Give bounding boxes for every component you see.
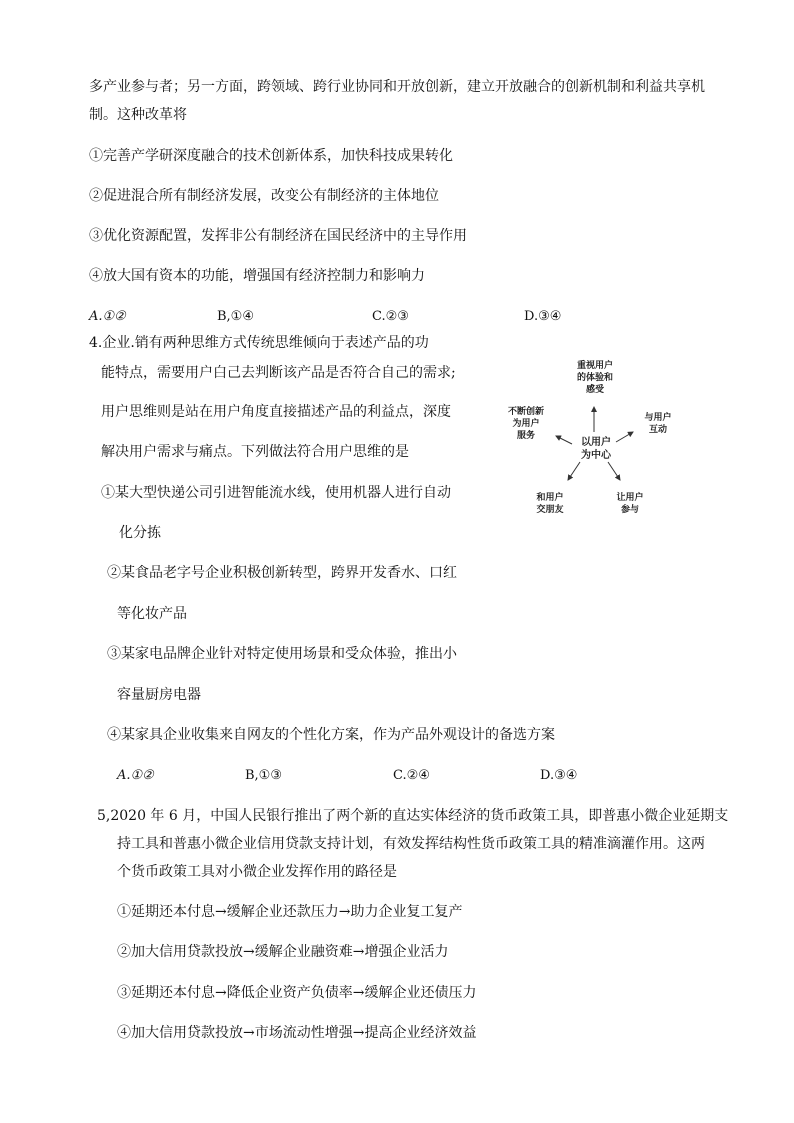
q5-stem-line: 持工具和普惠小微企业信用贷款支持计划，有效发挥结构性货币政策工具的精准滴灌作用。这两 bbox=[117, 836, 705, 852]
diagram-node-top: 重视用户 的体验和 感受 bbox=[576, 361, 613, 395]
q4-item-1: ①某大型快递公司引进智能流水线，使用机器人进行自动 bbox=[101, 485, 451, 501]
diagram-node-bottom-left: 和用户 交朋友 bbox=[536, 493, 564, 515]
q5-item-4: ④加大信用贷款投放→市场流动性增强→提高企业经济效益 bbox=[117, 1025, 477, 1041]
diagram-center-node: 以用户 为中心 bbox=[581, 437, 611, 461]
q4-stem-line: 4.企业.销有两种思维方式传统思维倾向于表述产品的功 bbox=[89, 335, 429, 351]
q5-item-1: ①延期还本付息→缓解企业还款压力→助力企业复工复产 bbox=[117, 904, 463, 920]
q5-item-3: ③延期还本付息→降低企业资产负债率→缓解企业还债压力 bbox=[117, 985, 477, 1001]
q5-item-2: ②加大信用贷款投放→缓解企业融资难→增强企业活力 bbox=[117, 944, 449, 960]
paragraph-line: 制。这种改革将 bbox=[89, 107, 187, 123]
diagram-node-left: 不断创新 为用户 服务 bbox=[507, 407, 544, 441]
q4-item-3-cont: 容量厨房电器 bbox=[117, 687, 201, 703]
diagram-node-right: 与用户 互动 bbox=[644, 413, 672, 435]
q4-item-1-cont: 化分拣 bbox=[119, 525, 161, 541]
q3-option-d[interactable]: D.③④ bbox=[524, 309, 562, 324]
q4-option-a[interactable]: A.①② bbox=[117, 768, 154, 783]
q4-option-b[interactable]: B,①③ bbox=[245, 768, 282, 783]
q3-item-3: ③优化资源配置，发挥非公有制经济在国民经济中的主导作用 bbox=[89, 228, 467, 244]
diagram-node-bottom-right: 让用户 参与 bbox=[616, 493, 644, 515]
q4-item-4: ④某家具企业收集来自网友的个性化方案，作为产品外观设计的备选方案 bbox=[107, 727, 555, 743]
q5-stem-line: 5,2020 年 6 月，中国人民银行推出了两个新的直达实体经济的货币政策工具，即普惠小微企业延期支 bbox=[97, 808, 729, 824]
q3-item-4: ④放大国有资本的功能，增强国有经济控制力和影响力 bbox=[89, 268, 425, 284]
q4-item-2: ②某食品老字号企业积极创新转型，跨界开发香水、口红 bbox=[107, 565, 457, 581]
q3-option-a[interactable]: A.①② bbox=[89, 309, 126, 324]
q3-item-1: ①完善产学研深度融合的技术创新体系，加快科技成果转化 bbox=[89, 148, 453, 164]
q4-stem-line: 解决用户需求与痛点。下列做法符合用户思维的是 bbox=[101, 444, 409, 460]
q3-item-2: ②促进混合所有制经济发展，改变公有制经济的主体地位 bbox=[89, 188, 439, 204]
q5-stem-line: 个货币政策工具对小微企业发挥作用的路径是 bbox=[117, 864, 397, 880]
q4-stem-line: 能特点，需要用户白己去判断该产品是否符合自己的需求; bbox=[101, 365, 456, 381]
q4-option-d[interactable]: D.③④ bbox=[540, 768, 578, 783]
q4-item-3: ③某家电品牌企业针对特定使用场景和受众体验，推出小 bbox=[107, 646, 457, 662]
q4-stem-line: 用户思维则是站在用户角度直接描述产品的利益点，深度 bbox=[101, 404, 451, 420]
q3-option-c[interactable]: C.②③ bbox=[372, 309, 409, 324]
q4-item-2-cont: 等化妆产品 bbox=[117, 606, 187, 622]
q4-option-c[interactable]: C.②④ bbox=[393, 768, 430, 783]
paragraph-line: 多产业参与者；另一方面，跨领域、跨行业协同和开放创新，建立开放融合的创新机制和利益共享机 bbox=[89, 79, 705, 95]
q3-option-b[interactable]: B,①④ bbox=[217, 309, 254, 324]
user-thinking-diagram bbox=[498, 352, 698, 532]
